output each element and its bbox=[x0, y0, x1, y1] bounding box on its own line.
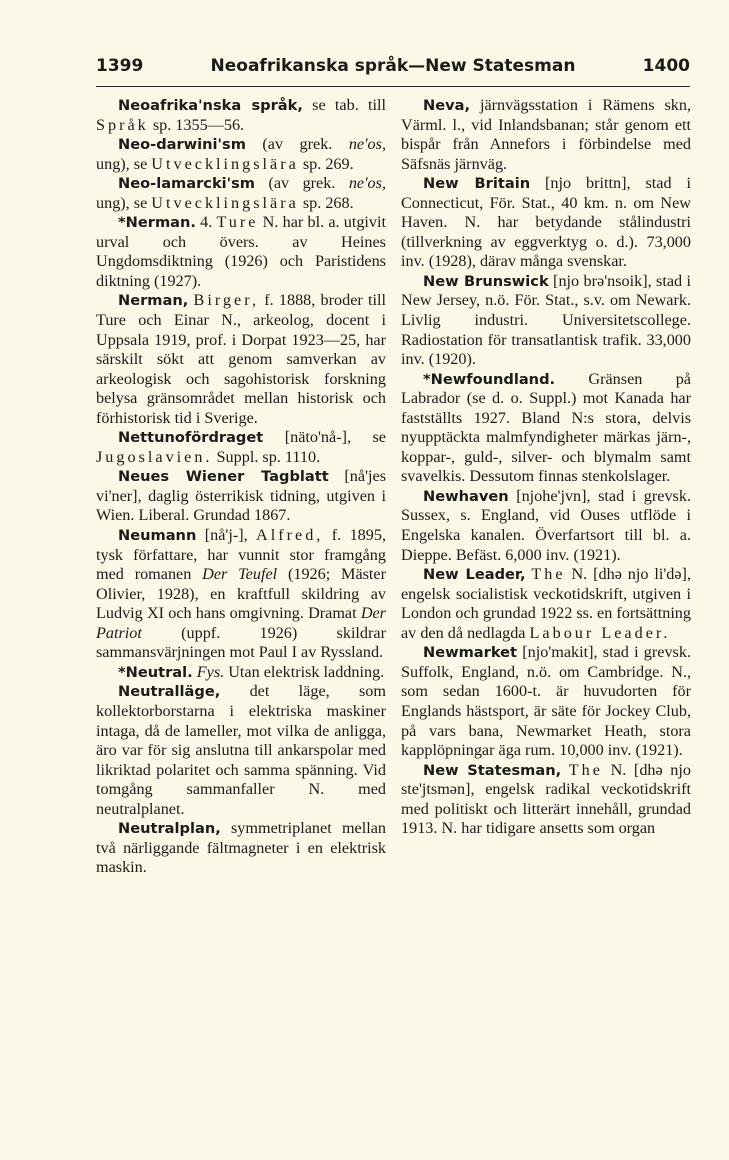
entry-neva bbox=[401, 96, 691, 174]
italic-title: Der Teufel bbox=[202, 565, 278, 584]
entry-text: ung), se bbox=[96, 193, 152, 212]
entry-text: (uppf. 1926) skildrar sammansvärjningen mot Paul I av Ryssland. bbox=[96, 623, 386, 662]
entry-text: järnvägsstation i Rämens skn, Värml. l., vid Inlandsbanan; står genom ett bispår från Annefors i förbindelse med Säfsnäs järnväg. bbox=[401, 96, 691, 173]
entry-text: (1926; Mäster Olivier, 1928), en kraftfull skildring av Ludvig XI och hans omgivning. Dramat bbox=[96, 565, 386, 623]
entry-neoafrikanska bbox=[96, 96, 386, 135]
cross-reference: Språk bbox=[96, 115, 149, 134]
etymology: ne'os, bbox=[348, 174, 386, 193]
spaced-name: Ture bbox=[216, 213, 259, 232]
header-rule bbox=[96, 86, 690, 87]
entry-neutralplan bbox=[96, 819, 386, 878]
spaced-title: Labour Leader. bbox=[529, 623, 671, 642]
running-title: Neoafrikanska språk—New Statesman bbox=[210, 56, 576, 76]
entry-text: [njohe'jvn], stad i grevsk. Sussex, s. England, vid Ouses utflöde i Engelska kanalen. Överfartsort till bl. a. Dieppe. Befäst. 6,000 inv. (1921). bbox=[401, 486, 691, 564]
spaced-name: Alfred, bbox=[256, 526, 324, 545]
entry-neues-wiener-tagblatt bbox=[96, 467, 386, 526]
running-header bbox=[96, 56, 690, 82]
headword: *Neutral. bbox=[118, 663, 193, 681]
headword: *Nerman. bbox=[118, 214, 196, 232]
etymology: ne'os, bbox=[348, 135, 386, 154]
entry-text: f. 1895, tysk författare, har vunnit stor framgång med romanen bbox=[96, 526, 386, 584]
headword: Neo-lamarcki'sm bbox=[118, 175, 256, 193]
cross-reference: Utvecklingslära bbox=[151, 193, 299, 212]
entry-text: sp. 268. bbox=[298, 193, 354, 212]
entry-text: symmetriplanet mellan två närliggande fältmagneter i en elektrisk maskin. bbox=[96, 819, 386, 877]
entry-text: [nå'jes vi'ner], daglig österrikisk tidning, utgiven i Wien. Liberal. Grundad 1867. bbox=[96, 467, 386, 525]
headword: Newmarket bbox=[423, 644, 518, 662]
entry-text: [näto'nå-], se bbox=[263, 428, 386, 447]
spaced-name: Birger, bbox=[193, 291, 259, 310]
entry-neo-lamarckism bbox=[96, 174, 386, 213]
entry-text: [njo'makit], stad i grevsk. Suffolk, England, n.ö. om Cambridge. N., som sedan 1600-t. är huvudorten för Englands hästsport, är säte för Jockey Club, på vars bana, Newmarket Heath, stora kapplöpningar äga rum. 10,000 inv. (1921). bbox=[401, 643, 691, 760]
headword: Neues Wiener Tagblatt bbox=[118, 468, 329, 486]
entry-nerman-ture bbox=[96, 213, 386, 291]
entry-newmarket bbox=[401, 643, 691, 760]
entry-text: det läge, som kollektorborstarna i elektriska maskiner intaga, då de lameller, mot vilka de anligga, äro var för sig anslutna till ankarspolar med likriktad polaritet och samma spänning. Vid tomgång sammanfaller N. med neutralplanet. bbox=[96, 682, 386, 818]
headword: New Brunswick bbox=[423, 272, 549, 290]
headword: Neo-darwini'sm bbox=[118, 136, 246, 154]
entry-text: [njo brə'nsoik], stad i New Jersey, n.ö. För. Stat., s.v. om Newark. Livlig industri. Universitetscollege. Radiostation för transatlantisk trafik. 33,000 inv. (1920). bbox=[401, 271, 691, 369]
entry-new-brunswick bbox=[401, 272, 691, 370]
subject-label: Fys. bbox=[196, 662, 225, 681]
headword: New Leader, bbox=[423, 566, 526, 584]
left-column bbox=[96, 96, 386, 878]
entry-text: Suppl. sp. 1110. bbox=[212, 447, 321, 466]
entry-text: Gränsen på Labrador (se d. o. Suppl.) mot Kanada har fastställts 1927. Bland N:s stora, delvis nyupptäckta malmfyndigheter märkas järn-, koppar-, guld-, silver- och blymalm samt svavelkis. Dessutom finnas stenkolslager. bbox=[401, 369, 691, 486]
headword: New Statesman, bbox=[423, 761, 562, 779]
entry-text: N. [dhə njo ste'jtsmən], engelsk radikal veckotidskrift med politiskt och litterärt innehåll, grundad 1913. N. har tidigare ansetts som organ bbox=[401, 760, 691, 838]
entry-text: N. [dhə njo li'də], engelsk socialistisk veckotidskrift, utgiven i London och grundad 1922 ss. en fortsättning av den då nedlagda bbox=[401, 565, 691, 642]
entry-new-leader bbox=[401, 565, 691, 643]
entry-text: sp. 1355—56. bbox=[148, 115, 245, 134]
headword: Neutralläge, bbox=[118, 683, 221, 701]
entry-text: se tab. till bbox=[302, 96, 387, 114]
headword: Nerman, bbox=[118, 292, 189, 310]
headword: Newhaven bbox=[423, 487, 509, 505]
headword: New Britain bbox=[423, 175, 531, 193]
entry-neumann bbox=[96, 526, 386, 663]
spaced-article: The bbox=[568, 760, 603, 779]
entry-text: (av grek. bbox=[255, 174, 349, 193]
headword: Neutralplan, bbox=[118, 820, 221, 838]
entry-text: 4. bbox=[195, 213, 217, 232]
entry-nettunofordraget bbox=[96, 428, 386, 467]
entry-neutral bbox=[96, 663, 386, 683]
right-column bbox=[401, 96, 691, 839]
entry-new-britain bbox=[401, 174, 691, 272]
cross-reference: Jugoslavien. bbox=[96, 447, 213, 466]
entry-text: f. 1888, broder till Ture och Einar N., arkeolog, docent i Uppsala 1919, prof. i Dorpat 1923—25, har särskilt sökt att genom samverkan av arkeologisk och sagohistorisk forskning belysa gränsområdet mellan historisk och förhistorisk tid i Sverige. bbox=[96, 291, 386, 427]
entry-text: sp. 269. bbox=[298, 154, 354, 173]
headword: Nettunofördraget bbox=[118, 429, 264, 447]
entry-newhaven bbox=[401, 487, 691, 565]
page-number-left: 1399 bbox=[96, 56, 144, 76]
cross-reference: Utvecklingslära bbox=[151, 154, 299, 173]
entry-nerman-birger bbox=[96, 291, 386, 428]
headword: Neumann bbox=[118, 527, 197, 545]
entry-text: (av grek. bbox=[245, 135, 349, 154]
entry-new-statesman bbox=[401, 761, 691, 839]
entry-text: [njo brittn], stad i Connecticut, För. Stat., 40 km. n. om New Haven. N. har betydande stålindustri (tillverkning av eggverktyg o. d.). 73,000 inv. (1928), därav många svenskar. bbox=[401, 174, 692, 271]
italic-title: Der Patriot bbox=[96, 604, 386, 642]
headword: Neoafrika'nska språk, bbox=[118, 97, 303, 114]
entry-neutrallage bbox=[96, 682, 386, 819]
headword: *Newfoundland. bbox=[423, 370, 556, 388]
entry-text: ung), se bbox=[96, 154, 152, 173]
headword: Neva, bbox=[423, 97, 471, 114]
entry-text: Utan elektrisk laddning. bbox=[224, 662, 385, 681]
entry-newfoundland bbox=[401, 370, 691, 487]
entry-neo-darwinism bbox=[96, 135, 386, 174]
entry-text: [nå'j-], bbox=[196, 526, 257, 545]
page-number-right: 1400 bbox=[642, 56, 690, 76]
spaced-article: The bbox=[531, 565, 566, 584]
entry-text bbox=[561, 761, 569, 779]
entry-text: N. har bl. a. utgivit urval och övers. av Heines Ungdomsdiktning (1926) och Paristidens diktning (1927). bbox=[96, 213, 387, 290]
